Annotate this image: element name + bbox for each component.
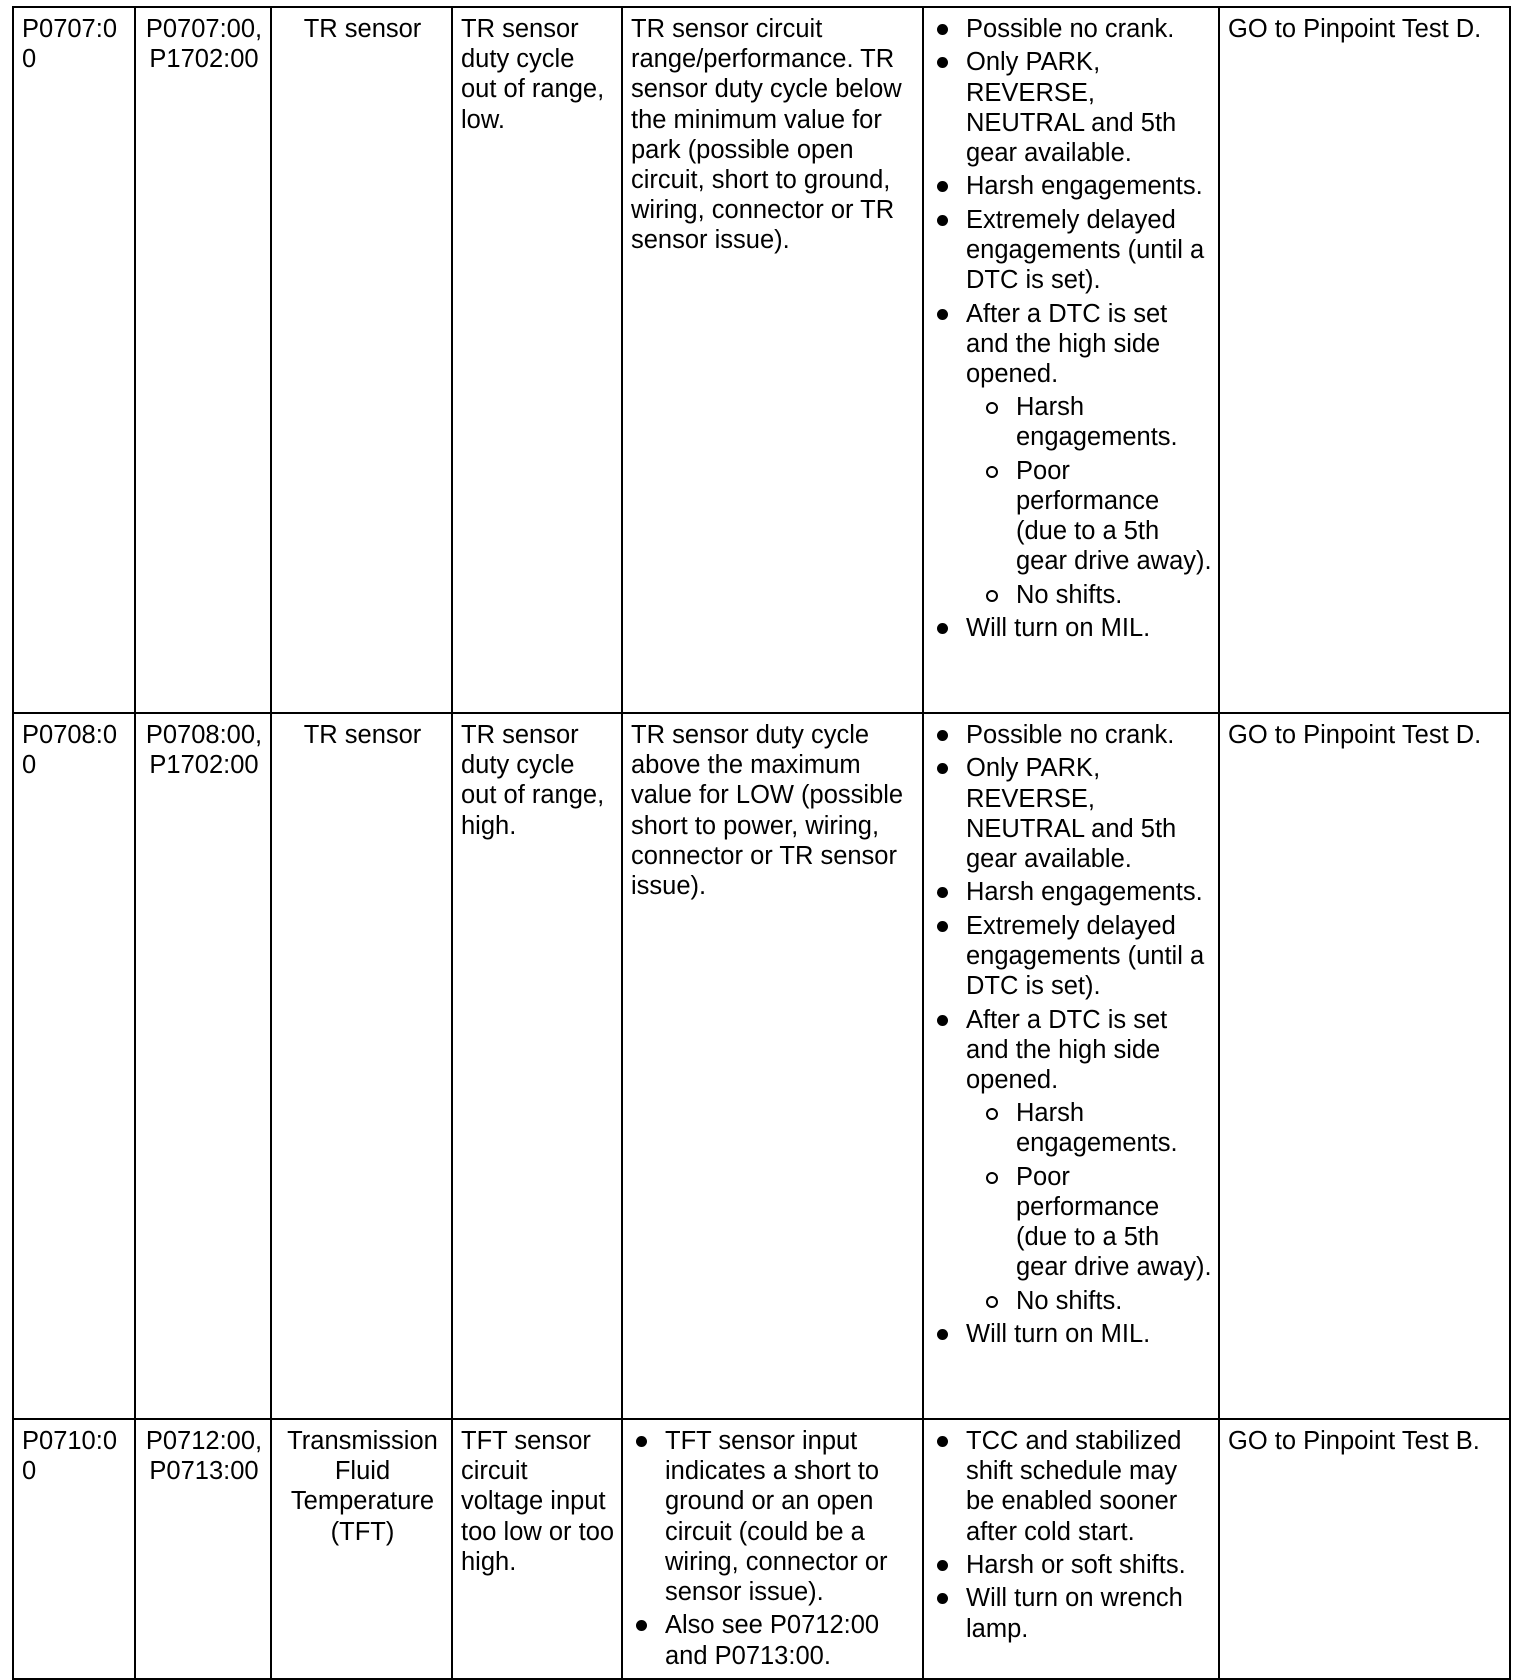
symptom-item: Harsh engagements. xyxy=(932,171,1212,201)
description-cell: TR sensor duty cycle out of range, high. xyxy=(452,713,622,1419)
component-cell: TR sensor xyxy=(271,7,452,713)
symptom-item: Extremely delayed engagements (until a DTC is set). xyxy=(932,911,1212,1002)
related-dtc-cell xyxy=(135,7,271,713)
symptom-item: Only PARK, REVERSE, NEUTRAL and 5th gear available. xyxy=(932,47,1212,168)
symptom-item xyxy=(932,1005,1212,1316)
action-cell: GO to Pinpoint Test D. xyxy=(1219,7,1510,713)
table-row xyxy=(13,713,1510,1419)
table-row xyxy=(13,1419,1510,1679)
dtc-code-cell: P0710:00 xyxy=(13,1419,135,1679)
symptom-item: Harsh engagements. xyxy=(932,877,1212,907)
condition-cell xyxy=(622,1419,923,1679)
symptom-cell xyxy=(923,713,1219,1419)
action-cell: GO to Pinpoint Test B. xyxy=(1219,1419,1510,1679)
symptom-cell xyxy=(923,7,1219,713)
condition-cell: TR sensor circuit range/performance. TR sensor duty cycle below the minimum value for park (possible open circuit, short to ground, wiring, connector or TR sensor issue). xyxy=(622,7,923,713)
related-dtc: P1702:00 xyxy=(149,751,259,780)
symptom-item xyxy=(932,299,1212,610)
symptom-item: Possible no crank. xyxy=(932,720,1212,750)
table-row xyxy=(13,7,1510,713)
related-dtc-cell xyxy=(135,1419,271,1679)
condition-item: Also see P0712:00 and P0713:00. xyxy=(631,1610,916,1670)
symptom-item: Will turn on MIL. xyxy=(932,613,1212,643)
symptom-text: After a DTC is set and the high side opened. xyxy=(966,299,1168,388)
sub-symptom-item: No shifts. xyxy=(966,580,1212,610)
dtc-table-page xyxy=(12,6,1509,1680)
dtc-code-cell: P0708:00 xyxy=(13,713,135,1419)
description-cell: TFT sensor circuit voltage input too low or too high. xyxy=(452,1419,622,1679)
sub-symptom-item: No shifts. xyxy=(966,1286,1212,1316)
symptom-item: Will turn on wrench lamp. xyxy=(932,1583,1212,1643)
related-dtc: P0713:00 xyxy=(149,1457,259,1486)
component-cell: Transmission Fluid Temperature (TFT) xyxy=(271,1419,452,1679)
symptom-item: Extremely delayed engagements (until a DTC is set). xyxy=(932,205,1212,296)
condition-cell: TR sensor duty cycle above the maximum value for LOW (possible short to power, wiring, connector or TR sensor issue). xyxy=(622,713,923,1419)
condition-item: TFT sensor input indicates a short to ground or an open circuit (could be a wiring, connector or sensor issue). xyxy=(631,1426,916,1607)
dtc-table xyxy=(12,6,1511,1680)
symptom-cell xyxy=(923,1419,1219,1679)
symptom-item: TCC and stabilized shift schedule may be enabled sooner after cold start. xyxy=(932,1426,1212,1547)
sub-symptom-item: Poor performance (due to a 5th gear drive away). xyxy=(966,1162,1212,1283)
component-cell: TR sensor xyxy=(271,713,452,1419)
dtc-code-cell: P0707:00 xyxy=(13,7,135,713)
sub-symptom-item: Poor performance (due to a 5th gear drive away). xyxy=(966,456,1212,577)
symptom-item: Possible no crank. xyxy=(932,14,1212,44)
action-cell: GO to Pinpoint Test D. xyxy=(1219,713,1510,1419)
description-cell: TR sensor duty cycle out of range, low. xyxy=(452,7,622,713)
symptom-text: After a DTC is set and the high side opened. xyxy=(966,1005,1168,1094)
related-dtc: P0707:00, xyxy=(145,15,263,43)
sub-symptom-item: Harsh engagements. xyxy=(966,1098,1212,1158)
sub-symptom-item: Harsh engagements. xyxy=(966,392,1212,452)
symptom-item: Only PARK, REVERSE, NEUTRAL and 5th gear available. xyxy=(932,753,1212,874)
related-dtc: P0712:00, xyxy=(145,1427,263,1455)
related-dtc: P0708:00, xyxy=(145,721,263,749)
related-dtc: P1702:00 xyxy=(149,45,259,74)
related-dtc-cell xyxy=(135,713,271,1419)
symptom-item: Will turn on MIL. xyxy=(932,1319,1212,1349)
symptom-item: Harsh or soft shifts. xyxy=(932,1550,1212,1580)
